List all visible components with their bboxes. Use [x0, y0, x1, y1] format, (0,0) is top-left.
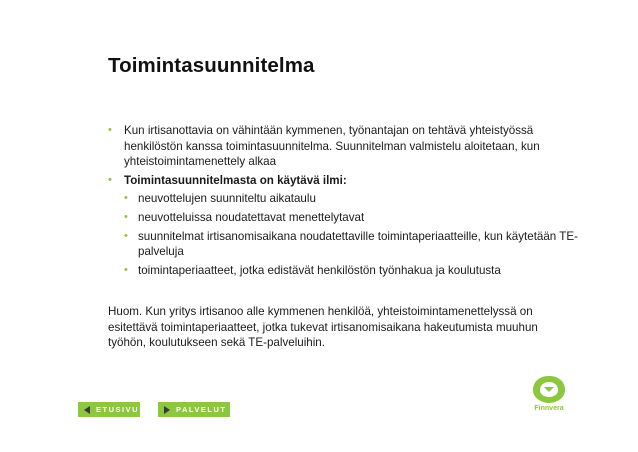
finnvera-logo-icon: [519, 372, 579, 422]
triangle-left-icon: [84, 406, 90, 414]
bullet-list: [108, 123, 578, 281]
sub-bullet-item: [108, 191, 578, 207]
services-button-label: PALVELUT: [176, 405, 227, 414]
bullet-icon: •: [124, 229, 128, 242]
sub-bullet-item: [108, 229, 578, 260]
sub-bullet-item: [108, 263, 578, 279]
note-text: Huom. Kun yritys irtisanoo alle kymmenen henkilöä, yhteistoimintamenettelyssä on esitettävä toimintaperiaatteet, jotka tukevat irtisanomisaikana hakeutumista muuhun työhön, koulutukseen sekä TE-palveluihin.: [108, 305, 538, 350]
bullet-item: [108, 173, 578, 189]
slide-title: Toimintasuunnitelma: [108, 54, 315, 77]
sub-bullet-text: toimintaperiaatteet, jotka edistävät henkilöstön työnhakua ja koulutusta: [138, 263, 501, 277]
sub-bullet-list: [108, 191, 578, 278]
bullet-item: [108, 123, 578, 170]
bullet-icon: •: [124, 192, 128, 205]
services-button[interactable]: [158, 402, 230, 417]
triangle-right-icon: [164, 406, 170, 414]
logo-text: Finnvera: [534, 405, 564, 412]
sub-bullet-text: neuvotteluissa noudatettavat menettelytavat: [138, 210, 365, 224]
sub-bullet-text: suunnitelmat irtisanomisaikana noudatettaville toimintaperiaatteille, kun käytetään TE-palveluja: [138, 229, 578, 259]
bullet-icon: •: [124, 210, 128, 223]
home-button-label: ETUSIVU: [96, 405, 140, 414]
home-button[interactable]: [78, 402, 140, 417]
bullet-icon: •: [108, 173, 112, 186]
sub-bullet-text: neuvottelujen suunniteltu aikataulu: [138, 192, 316, 206]
bullet-icon: •: [108, 124, 112, 136]
bullet-icon: •: [124, 263, 128, 276]
bullet-text: Toimintasuunnitelmasta on käytävä ilmi:: [124, 173, 347, 187]
sub-bullet-item: [108, 210, 578, 226]
bullet-text: Kun irtisanottavia on vähintään kymmenen, työnantajan on tehtävä yhteistyössä henkilöstön kanssa toimintasuunnitelma. Suunnitelman valmistelu aloitetaan, kun yhteistoimintamenettely alkaa: [124, 124, 540, 169]
